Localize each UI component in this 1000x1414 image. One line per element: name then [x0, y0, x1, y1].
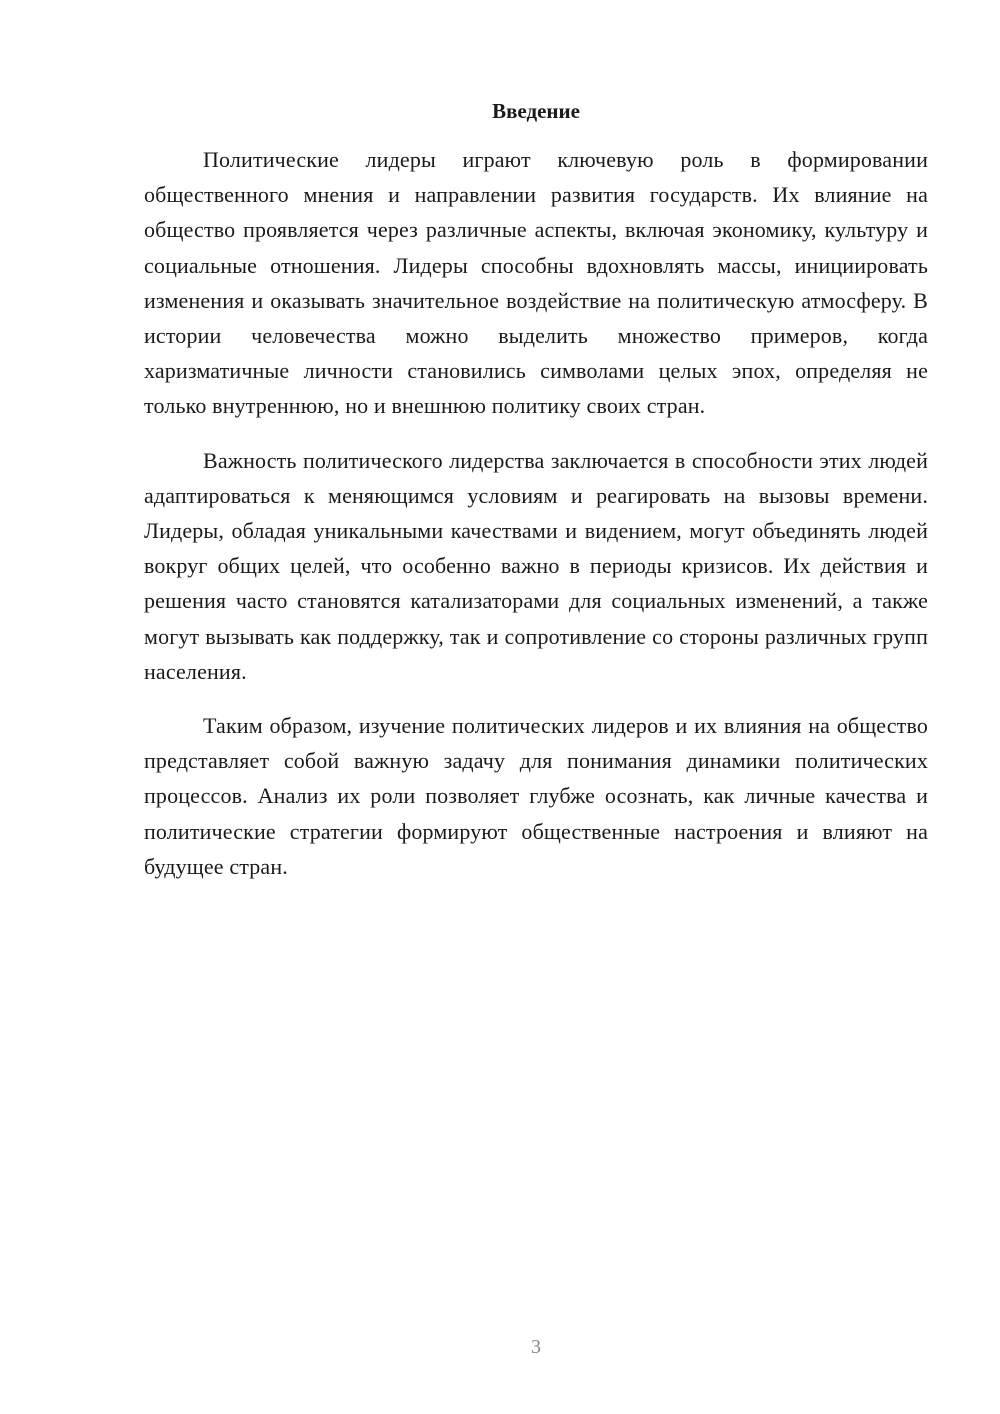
- paragraph-3: Таким образом, изучение политических лидеров и их влияния на общество представляет собой важную задачу для понимания динамики политических процессов. Анализ их роли позволяет глубже осознать, как личные качества и политические стратегии формируют общественные настроения и влияют на будущее стран.: [144, 713, 928, 879]
- body-text: [144, 142, 928, 903]
- paragraph-2: Важность политического лидерства заключается в способности этих людей адаптироваться к меняющимся условиям и реагировать на вызовы времени. Лидеры, обладая уникальными качествами и видением, могут объединять людей вокруг общих целей, что особенно важно в периоды кризисов. Их действия и решения часто становятся катализаторами для социальных изменений, а также могут вызывать как поддержку, так и сопротивление со стороны различных групп населения.: [144, 447, 928, 684]
- section-title: Введение: [492, 99, 580, 123]
- paragraph-1: Политические лидеры играют ключевую роль в формировании общественного мнения и направлении развития государств. Их влияние на общество проявляется через различные аспекты, включая экономику, культуру и социальные отношения. Лидеры способны вдохновлять массы, инициировать изменения и оказывать значительное воздействие на политическую атмосферу. В истории человечества можно выделить множество примеров, когда харизматичные личности становились символами целых эпох, определяя не только внутреннюю, но и внешнюю политику своих стран.: [144, 147, 928, 419]
- page-number: 3: [531, 1336, 541, 1358]
